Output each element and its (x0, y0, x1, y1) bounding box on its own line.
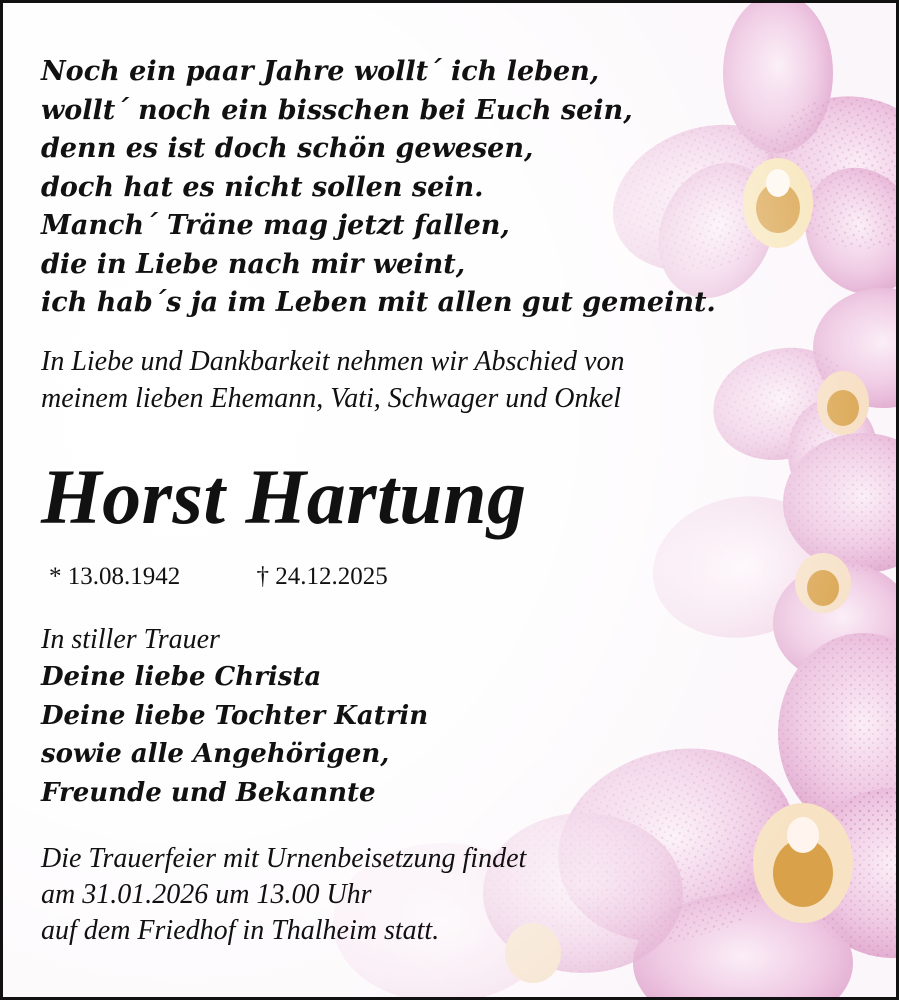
mourner: Freunde und Bekannte (41, 777, 376, 808)
intro-line: meinem lieben Ehemann, Vati, Schwager und Onkel (41, 383, 622, 414)
birth-date: * 13.08.1942 (49, 563, 181, 590)
funeral-line: auf dem Friedhof in Thalheim statt. (41, 915, 440, 946)
death-date: † 24.12.2025 (256, 563, 388, 590)
poem-line: wollt´ noch ein bisschen bei Euch sein, (41, 94, 633, 126)
poem-line: denn es ist doch schön gewesen, (41, 133, 534, 164)
funeral-line: am 31.01.2026 um 13.00 Uhr (41, 879, 372, 910)
deceased-name: Horst Hartung (41, 453, 527, 540)
poem-line: Manch´ Träne mag jetzt fallen, (41, 210, 510, 241)
poem-line: Noch ein paar Jahre wollt´ ich leben, (41, 56, 600, 87)
poem-line: doch hat es nicht sollen sein. (41, 171, 484, 203)
mourners-list (41, 658, 428, 812)
life-dates (41, 561, 388, 593)
funeral-line: Die Trauerfeier mit Urnenbeisetzung findet (41, 843, 527, 874)
poem-line: die in Liebe nach mir weint, (41, 248, 466, 280)
farewell-intro (41, 343, 624, 417)
funeral-notice (41, 841, 526, 949)
mourning-intro: In stiller Trauer (41, 624, 220, 655)
mourner: sowie alle Angehörigen, (41, 739, 390, 769)
mourner: Deine liebe Tochter Katrin (41, 700, 429, 731)
mourner: Deine liebe Christa (41, 662, 322, 692)
poem (41, 53, 716, 323)
intro-line: In Liebe und Dankbarkeit nehmen wir Abschied von (41, 346, 625, 377)
poem-line: ich hab´s ja im Leben mit allen gut gemeint. (41, 287, 716, 318)
